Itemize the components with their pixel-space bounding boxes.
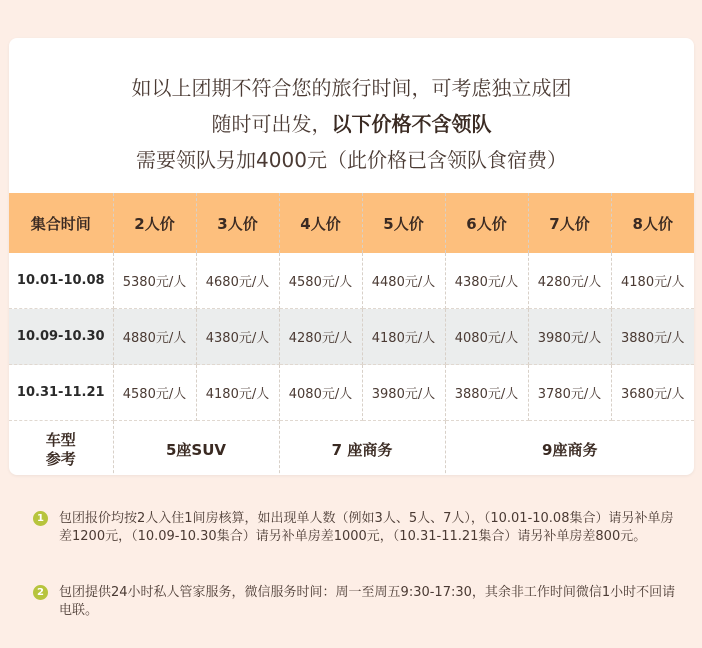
note-1-text: 包团报价均按2人入住1间房核算，如出现单人数（例如3人、5人、7人），（10.01-10.08集合）请另补单房差1200元，（10.09-10.30集合）请另补单房差1000元，（10.31-11.21集合）请另补单房差800元。 [59,511,674,544]
price-cell: 4080元/人 [279,365,362,421]
price-cell: 4180元/人 [196,365,279,421]
header-2-person: 2人价 [113,193,196,253]
header-period: 集合时间 [9,193,113,253]
table-row [9,309,694,365]
intro-line-2 [9,108,694,137]
note-2-text: 包团提供24小时私人管家服务，微信服务时间：周一至周五9:30-17:30，其余非工作时间微信1小时不回请电联。 [59,585,676,618]
note-1 [33,510,683,546]
price-cell: 4280元/人 [279,309,362,365]
price-table [9,193,694,475]
car-type-7-seat: 7 座商务 [279,421,445,476]
header-8-person: 8人价 [611,193,694,253]
header-6-person: 6人价 [445,193,528,253]
price-cell: 3780元/人 [528,365,611,421]
price-cell: 4280元/人 [528,253,611,309]
price-cell: 4580元/人 [279,253,362,309]
table-row [9,365,694,421]
note-2 [33,584,683,620]
pricing-card [9,38,694,475]
intro-line-1: 如以上团期不符合您的旅行时间，可考虑独立成团 [131,76,572,100]
header-4-person: 4人价 [279,193,362,253]
car-type-label-line2: 参考 [45,449,76,468]
price-cell: 3980元/人 [528,309,611,365]
header-5-person: 5人价 [362,193,445,253]
car-type-5-seat: 5座SUV [113,421,279,476]
header-7-person: 7人价 [528,193,611,253]
car-type-label [9,421,113,476]
price-cell: 4880元/人 [113,309,196,365]
price-cell: 5380元/人 [113,253,196,309]
intro-line-2-normal: 随时可出发， [211,112,332,136]
price-cell: 3980元/人 [362,365,445,421]
car-type-9-seat: 9座商务 [542,441,598,459]
number-badge-icon: 1 [33,511,48,526]
number-badge-icon: 2 [33,585,48,600]
table-header-row [9,193,694,253]
price-cell: 4180元/人 [362,309,445,365]
price-cell: 4080元/人 [445,309,528,365]
period-cell: 10.31-11.21 [9,365,113,421]
price-cell: 4680元/人 [196,253,279,309]
price-cell: 4180元/人 [611,253,694,309]
price-cell: 4480元/人 [362,253,445,309]
car-type-row [9,421,694,476]
period-cell: 10.01-10.08 [9,253,113,309]
intro-line-2-bold: 以下价格不含领队 [331,112,492,136]
price-cell: 3880元/人 [611,309,694,365]
period-cell: 10.09-10.30 [9,309,113,365]
price-cell: 4380元/人 [445,253,528,309]
car-type-label-line1: 车型 [45,430,76,449]
price-cell: 3880元/人 [445,365,528,421]
price-cell: 3680元/人 [611,365,694,421]
price-cell: 4380元/人 [196,309,279,365]
price-cell: 4580元/人 [113,365,196,421]
table-row [9,253,694,309]
intro-line-3: 需要领队另加4000元（此价格已含领队食宿费） [136,148,567,172]
header-3-person: 3人价 [196,193,279,253]
